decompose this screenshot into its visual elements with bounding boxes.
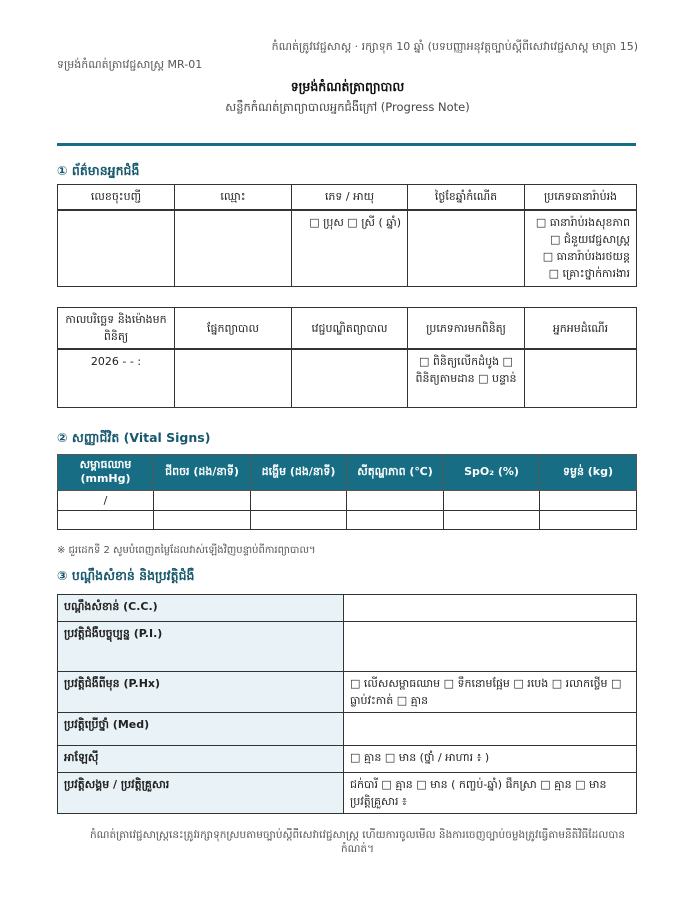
form-code: ទម្រង់កំណត់ត្រាវេជ្ជសាស្ត្រ MR-01 <box>57 58 203 71</box>
insurance-options[interactable] <box>525 210 637 287</box>
social-family-history-options[interactable]: ជក់បារី □ គ្មាន □ មាន ( កញ្ចប់-ឆ្នាំ) ផឹកស្រា □ គ្មាន □ មាន ប្រវត្តិគ្រួសារ ៖ <box>344 773 637 814</box>
col-spo2: SpO₂ (%) <box>444 455 540 491</box>
temperature-field[interactable] <box>347 490 444 510</box>
col-visit-type: ប្រភេទការមកពិនិត្យ <box>408 308 525 350</box>
visit-type-options[interactable]: □ ពិនិត្យលើកដំបូង □ ពិនិត្យតាមដាន □ បន្ទាន់ <box>408 349 525 408</box>
table-row <box>58 595 637 622</box>
col-pulse: ជីពចរ (ដង/នាទី) <box>154 455 251 491</box>
col-companion: អ្នកអមដំណើរ <box>525 308 637 350</box>
col-registration-number: លេខចុះបញ្ជី <box>58 185 175 211</box>
col-department: ផ្នែកព្យាបាល <box>175 308 292 350</box>
retention-note: កំណត់ត្រូវវេជ្ជសាស្ត · រក្សាទុក 10 ឆ្នាំ (បទបញ្ញាអនុវត្តច្បាប់ស្តីពីសេវាវេជ្ជសាស្ត មាត្រា 15) <box>271 40 638 53</box>
table-header-row <box>58 308 637 350</box>
table-header-row <box>58 185 637 211</box>
col-insurance-type: ប្រភេទធានារ៉ាប់រង <box>525 185 637 211</box>
insurance-option[interactable]: □ គ្រោះថ្នាក់ការងារ <box>548 267 630 281</box>
footer-note: កំណត់ត្រាវេជ្ជសាស្ត្រនេះត្រូវរក្សាទុកស្របតាមច្បាប់ស្តីពីសេវាវេជ្ជសាស្ត្រ ហើយការចូលមើល និងការចេញច្បាប់ចម្លងត្រូវធ្វើតាមនីតិវិធីដែលបានកំណត់។ <box>89 829 625 855</box>
table-row <box>58 672 637 713</box>
col-name: ឈ្មោះ <box>175 185 292 211</box>
pulse-field[interactable] <box>154 490 251 510</box>
spo2-field[interactable] <box>444 490 540 510</box>
table-row <box>58 349 637 408</box>
allergy-label: អាឡែស៊ី <box>58 746 344 773</box>
present-illness-field[interactable] <box>344 622 637 672</box>
form-subtitle: សន្លឹកកំណត់ត្រាព្យាបាលអ្នកជំងឺក្រៅ (Progress Note) <box>225 100 470 114</box>
vital-signs-note: ※ ជួរដេកទី 2 សូមបំពេញតម្លៃដែលវាស់ឡើងវិញបន្ទាប់ពីការព្យាបាល។ <box>57 545 316 556</box>
section-history-title: ③ បណ្តឹងសំខាន់ និងប្រវត្តិជំងឺ <box>57 568 195 583</box>
companion-field[interactable] <box>525 349 637 408</box>
visit-info-table <box>57 307 637 408</box>
blood-pressure-field[interactable] <box>58 510 154 529</box>
sex-age-field[interactable]: □ ប្រុស □ ស្រី ( ឆ្នាំ) <box>292 210 408 287</box>
medication-field[interactable] <box>344 713 637 746</box>
birthdate-field[interactable] <box>408 210 525 287</box>
name-field[interactable] <box>175 210 292 287</box>
present-illness-label: ប្រវត្តិជំងឺបច្ចុប្បន្ន (P.I.) <box>58 622 344 672</box>
past-history-options[interactable]: □ លើសសម្ពាធឈាម □ ទឹកនោមផ្អែម □ របេង □ រលាកថ្លើម □ ធ្លាប់វះកាត់ □ គ្មាន <box>344 672 637 713</box>
table-row <box>58 510 637 529</box>
table-row <box>58 713 637 746</box>
col-visit-datetime: កាលបរិច្ឆេទ និងម៉ោងមកពិនិត្យ <box>58 308 175 350</box>
table-row <box>58 210 637 287</box>
table-row <box>58 490 637 510</box>
weight-field[interactable] <box>540 510 637 529</box>
pulse-field[interactable] <box>154 510 251 529</box>
registration-number-field[interactable] <box>58 210 175 287</box>
table-row <box>58 622 637 672</box>
temperature-field[interactable] <box>347 510 444 529</box>
col-temperature: សីតុណ្ហភាព (℃) <box>347 455 444 491</box>
col-weight: ទម្ងន់ (kg) <box>540 455 637 491</box>
col-blood-pressure: សម្ពាធឈាម (mmHg) <box>58 455 154 491</box>
weight-field[interactable] <box>540 490 637 510</box>
patient-info-table <box>57 184 637 287</box>
past-history-label: ប្រវត្តិជំងឺពីមុន (P.Hx) <box>58 672 344 713</box>
allergy-options[interactable]: □ គ្មាន □ មាន (ថ្នាំ / អាហារ ៖ ) <box>344 746 637 773</box>
table-row <box>58 773 637 814</box>
table-row <box>58 746 637 773</box>
col-sex-age: ភេទ / អាយុ <box>292 185 408 211</box>
header-divider <box>57 143 636 146</box>
blood-pressure-field[interactable]: / <box>58 490 154 510</box>
visit-datetime-field[interactable]: 2026 - - : <box>58 349 175 408</box>
medication-label: ប្រវត្តិប្រើថ្នាំ (Med) <box>58 713 344 746</box>
insurance-option[interactable]: □ ធានារ៉ាប់រងរថយន្ត <box>542 250 630 264</box>
insurance-option[interactable]: □ ជំនួយវេជ្ជសាស្ត្រ <box>549 233 630 247</box>
table-header-row <box>58 455 637 491</box>
history-table <box>57 594 637 814</box>
vital-signs-table <box>57 454 637 530</box>
doctor-field[interactable] <box>292 349 408 408</box>
section-vital-signs-title: ② សញ្ញាជីវិត (Vital Signs) <box>57 430 211 445</box>
form-title: ទម្រង់កំណត់ត្រាព្យាបាល <box>290 79 405 94</box>
department-field[interactable] <box>175 349 292 408</box>
spo2-field[interactable] <box>444 510 540 529</box>
chief-complaint-label: បណ្តឹងសំខាន់ (C.C.) <box>58 595 344 622</box>
respiration-field[interactable] <box>251 510 347 529</box>
social-family-history-label: ប្រវត្តិសង្គម / ប្រវត្តិគ្រួសារ <box>58 773 344 814</box>
section-patient-info-title: ① ព័ត៌មានអ្នកជំងឺ <box>57 163 140 178</box>
chief-complaint-field[interactable] <box>344 595 637 622</box>
col-birthdate: ថ្ងៃខែឆ្នាំកំណើត <box>408 185 525 211</box>
insurance-option[interactable]: □ ធានារ៉ាប់រងសុខភាព <box>535 216 630 229</box>
respiration-field[interactable] <box>251 490 347 510</box>
col-doctor: វេជ្ជបណ្ឌិតព្យាបាល <box>292 308 408 350</box>
col-respiration: ដង្ហើម (ដង/នាទី) <box>251 455 347 491</box>
